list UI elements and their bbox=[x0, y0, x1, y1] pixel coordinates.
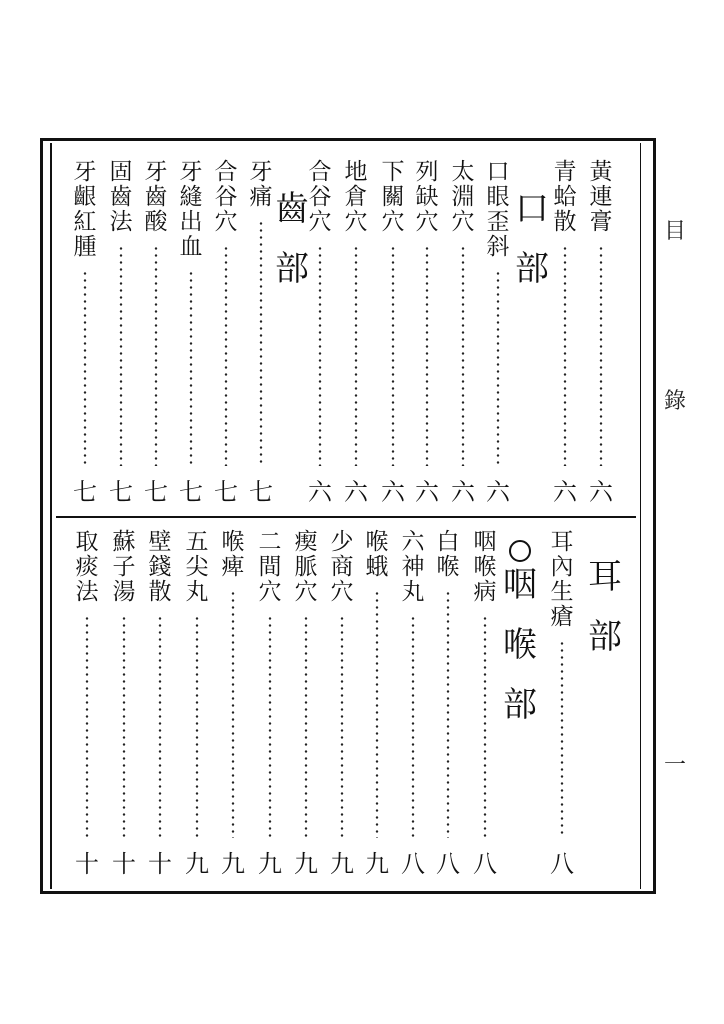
toc-entry bbox=[305, 160, 335, 235]
page-number: 六 bbox=[344, 478, 368, 506]
dot-leader bbox=[446, 590, 450, 838]
dot-leader bbox=[304, 615, 308, 838]
page-number: 八 bbox=[436, 850, 460, 878]
dot-leader bbox=[375, 590, 379, 838]
toc-entry bbox=[327, 530, 357, 605]
toc-entry bbox=[586, 160, 616, 235]
dot-leader bbox=[122, 615, 126, 838]
toc-entry-title: 地 倉 穴 bbox=[344, 159, 368, 235]
toc-entry bbox=[398, 530, 428, 605]
dot-leader bbox=[195, 615, 199, 838]
page-number: 十 bbox=[148, 850, 172, 878]
page-number: 八 bbox=[473, 850, 497, 878]
toc-entry-title: 固 齒 法 bbox=[109, 159, 133, 235]
toc-entry-title: 五 尖 丸 bbox=[185, 529, 209, 605]
page-number: 九 bbox=[330, 850, 354, 878]
toc-entry-title: 二 間 穴 bbox=[258, 529, 282, 605]
section-heading: 齒 部 bbox=[275, 189, 309, 289]
toc-entry-title: 白 喉 bbox=[436, 529, 460, 580]
toc-entry bbox=[218, 530, 248, 580]
toc-entry-title: 取 痰 法 bbox=[75, 529, 99, 605]
section-heading: 耳 部 bbox=[588, 557, 622, 657]
toc-entry-title: 青 蛤 散 bbox=[553, 159, 577, 235]
toc-entry bbox=[341, 160, 371, 235]
toc-entry-title: 口 眼 歪 斜 bbox=[486, 159, 510, 260]
toc-entry bbox=[70, 160, 100, 260]
page-number: 十 bbox=[112, 850, 136, 878]
page-number: 六 bbox=[451, 478, 475, 506]
page-number: 七 bbox=[249, 478, 273, 506]
toc-entry-title: 牙 齒 酸 bbox=[144, 159, 168, 235]
dot-leader bbox=[411, 615, 415, 838]
dot-leader bbox=[268, 615, 272, 838]
toc-entry-title: 喉 痺 bbox=[221, 529, 245, 580]
toc-entry bbox=[246, 160, 276, 210]
page-number: 六 bbox=[308, 478, 332, 506]
dot-leader bbox=[563, 245, 567, 466]
toc-entry bbox=[483, 160, 513, 260]
toc-entry bbox=[547, 530, 577, 630]
dot-leader bbox=[189, 270, 193, 466]
toc-entry-title: 咽 喉 病 bbox=[473, 529, 497, 605]
page-number: 七 bbox=[144, 478, 168, 506]
margin-mark-mid: 錄 bbox=[664, 389, 687, 414]
page-number: 九 bbox=[258, 850, 282, 878]
toc-entry-title: 合 谷 穴 bbox=[214, 159, 238, 235]
page-number: 九 bbox=[294, 850, 318, 878]
page-number: 七 bbox=[179, 478, 203, 506]
section-heading: 口 部 bbox=[515, 189, 549, 289]
dot-leader bbox=[259, 220, 263, 466]
toc-entry bbox=[378, 160, 408, 235]
dot-leader bbox=[560, 640, 564, 838]
section-divider bbox=[56, 516, 636, 518]
page-number: 九 bbox=[185, 850, 209, 878]
toc-entry-title: 牙 痛 bbox=[249, 159, 273, 210]
toc-entry-title: 六 神 丸 bbox=[401, 529, 425, 605]
toc-entry-title: 黃 連 膏 bbox=[589, 159, 613, 235]
toc-entry-title: 列 缺 穴 bbox=[415, 159, 439, 235]
toc-entry bbox=[141, 160, 171, 235]
toc-entry bbox=[72, 530, 102, 605]
toc-entry bbox=[109, 530, 139, 605]
dot-leader bbox=[599, 245, 603, 466]
toc-entry-title: 少 商 穴 bbox=[330, 529, 354, 605]
toc-entry bbox=[211, 160, 241, 235]
dot-leader bbox=[85, 615, 89, 838]
page-number: 十 bbox=[75, 850, 99, 878]
toc-entry-title: 合 谷 穴 bbox=[308, 159, 332, 235]
toc-entry-title: 瘈 脈 穴 bbox=[294, 529, 318, 605]
toc-entry bbox=[182, 530, 212, 605]
page-number: 七 bbox=[109, 478, 133, 506]
toc-entry bbox=[145, 530, 175, 605]
toc-entry bbox=[448, 160, 478, 235]
toc-entry-title: 蘇 子 湯 bbox=[112, 529, 136, 605]
frame-inner-left-rule bbox=[50, 143, 52, 889]
dot-leader bbox=[340, 615, 344, 838]
page-number: 六 bbox=[415, 478, 439, 506]
page-number: 七 bbox=[73, 478, 97, 506]
dot-leader bbox=[354, 245, 358, 466]
toc-entry-title: 喉 蛾 bbox=[365, 529, 389, 580]
toc-entry bbox=[176, 160, 206, 260]
toc-entry bbox=[412, 160, 442, 235]
toc-entry bbox=[362, 530, 392, 580]
toc-entry-title: 耳 內 生 瘡 bbox=[550, 529, 574, 630]
toc-entry-title: 下 關 穴 bbox=[381, 159, 405, 235]
margin-mark-top: 目 bbox=[664, 219, 687, 244]
toc-entry bbox=[470, 530, 500, 605]
toc-entry-title: 牙 齦 紅 腫 bbox=[73, 159, 97, 260]
dot-leader bbox=[158, 615, 162, 838]
dot-leader bbox=[119, 245, 123, 466]
toc-entry-title: 壁 錢 散 bbox=[148, 529, 172, 605]
dot-leader bbox=[483, 615, 487, 838]
dot-leader bbox=[231, 590, 235, 838]
toc-entry bbox=[106, 160, 136, 235]
page-number: 八 bbox=[550, 850, 574, 878]
page-number: 六 bbox=[381, 478, 405, 506]
toc-entry bbox=[433, 530, 463, 580]
dot-leader bbox=[154, 245, 158, 466]
dot-leader bbox=[391, 245, 395, 466]
dot-leader bbox=[425, 245, 429, 466]
frame-inner-right-rule bbox=[640, 143, 641, 889]
toc-entry bbox=[550, 160, 580, 235]
circle-mark bbox=[509, 540, 531, 562]
page-number: 六 bbox=[486, 478, 510, 506]
page-number: 七 bbox=[214, 478, 238, 506]
dot-leader bbox=[224, 245, 228, 466]
dot-leader bbox=[461, 245, 465, 466]
page-number: 九 bbox=[365, 850, 389, 878]
toc-entry bbox=[291, 530, 321, 605]
toc-entry-title: 牙 縫 出 血 bbox=[179, 159, 203, 260]
page-number: 六 bbox=[589, 478, 613, 506]
margin-mark-low: 一 bbox=[664, 753, 687, 778]
page-number: 六 bbox=[553, 478, 577, 506]
toc-entry-title: 太 淵 穴 bbox=[451, 159, 475, 235]
dot-leader bbox=[318, 245, 322, 466]
toc-entry bbox=[255, 530, 285, 605]
dot-leader bbox=[496, 270, 500, 466]
page-number: 九 bbox=[221, 850, 245, 878]
section-heading: 咽 喉 部 bbox=[503, 565, 537, 725]
page-number: 八 bbox=[401, 850, 425, 878]
dot-leader bbox=[83, 270, 87, 466]
